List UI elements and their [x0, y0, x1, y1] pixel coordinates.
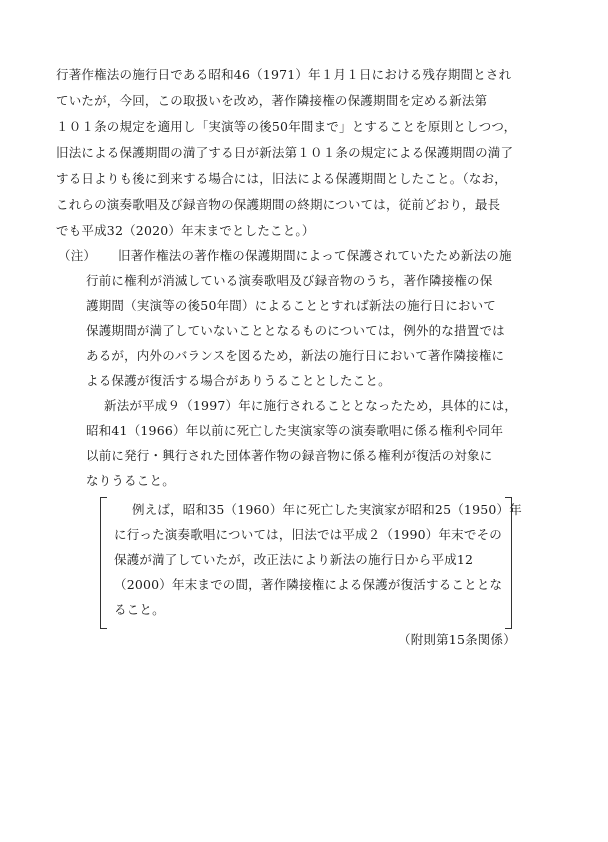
note-line: 保護期間が満了していないこととなるものについては，例外的な措置では [86, 323, 505, 338]
paragraph-line: ていたが，今回，この取扱いを改め，著作隣接権の保護期間を定める新法第 [56, 93, 488, 108]
paragraph-line: 旧法による保護期間の満了する日が新法第１０１条の規定による保護期間の満了 [56, 145, 514, 160]
reference-note: （附則第15条関係） [398, 632, 516, 647]
example-line: 例えば，昭和35（1960）年に死亡した実演家が昭和25（1950）年 [132, 502, 522, 517]
paragraph-line: 以前に発行・興行された団体著作物の録音物に係る権利が復活の対象に [86, 448, 493, 463]
paragraph-line: なりうること。 [86, 473, 175, 488]
note-label: （注） [58, 248, 97, 263]
paragraph-line: でも平成32（2020）年末までとしたこと。） [56, 223, 315, 238]
example-line: （2000）年末までの間，著作隣接権による保護が復活することとな [114, 577, 503, 592]
note-line: よる保護が復活する場合がありうることとしたこと。 [86, 373, 391, 388]
example-line: 保護が満了していたが，改正法により新法の施行日から平成12 [114, 552, 474, 567]
note-line: あるが，内外のバランスを図るため，新法の施行日において著作隣接権に [86, 348, 505, 363]
note-line: 護期間（実演等の後50年間）によることとすれば新法の施行日において [86, 298, 497, 313]
example-line: に行った演奏歌唱については，旧法では平成２（1990）年末でその [114, 527, 502, 542]
paragraph-line: する日よりも後に到来する場合には，旧法による保護期間としたこと。（なお， [56, 171, 507, 186]
note-line: 行前に権利が消滅している演奏歌唱及び録音物のうち，著作隣接権の保 [86, 273, 493, 288]
paragraph-line: 昭和41（1966）年以前に死亡した実演家等の演奏歌唱に係る権利や同年 [86, 423, 504, 438]
paragraph-line: 行著作権法の施行日である昭和46（1971）年１月１日における残存期間とされ [56, 67, 512, 82]
bracket-left [100, 497, 107, 629]
example-line: ること。 [114, 602, 165, 617]
paragraph-line: １０１条の規定を適用し「実演等の後50年間まで」とすることを原則としつつ， [56, 119, 517, 134]
paragraph-line: 新法が平成９（1997）年に施行されることとなったため，具体的には， [104, 398, 518, 413]
paragraph-line: これらの演奏歌唱及び録音物の保護期間の終期については，従前どおり，最長 [56, 197, 501, 212]
note-line: 旧著作権法の著作権の保護期間によって保護されていたため新法の施 [118, 248, 512, 263]
